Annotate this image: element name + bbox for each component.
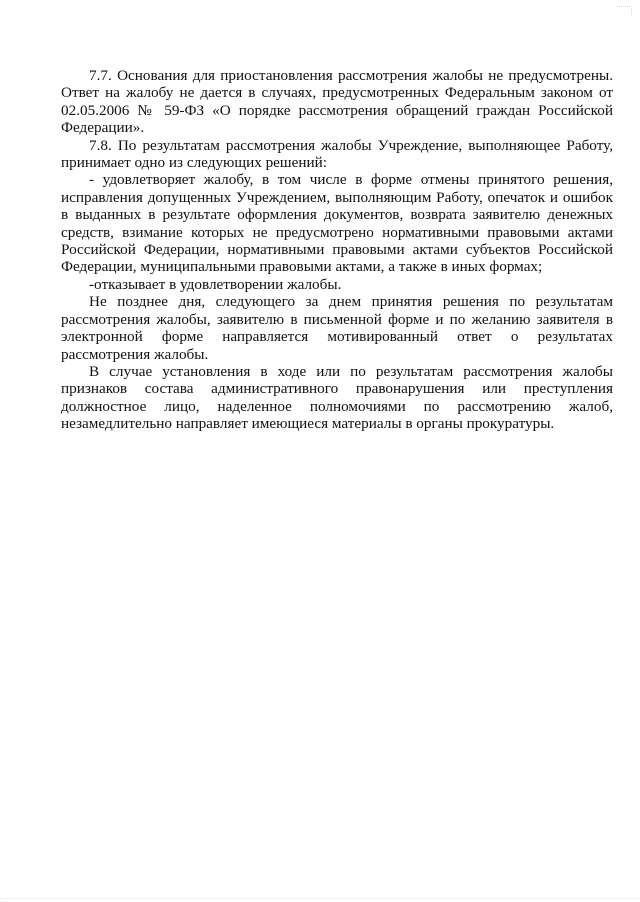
text-line: Ответ на жалобу не дается в случаях, предусмотренных Федеральным законом от xyxy=(61,84,613,102)
text-line: В случае установления в ходе или по результатам рассмотрения жалобы xyxy=(89,362,613,380)
text-line: Федерации, муниципальными правовыми актами, а также в иных формах; xyxy=(61,258,543,276)
text-line: в выданных в результате оформления документов, возврата заявителю денежных xyxy=(61,206,613,224)
paragraph-decision-refuse xyxy=(61,276,613,293)
text-line: - удовлетворяет жалобу, в том числе в форме отмены принятого решения, xyxy=(89,171,613,189)
text-line: Российской Федерации, нормативными правовыми актами субъектов Российской xyxy=(61,241,613,259)
text-line: 7.8. По результатам рассмотрения жалобы Учреждение, выполняющее Работу, xyxy=(89,136,613,154)
scan-bottom-edge xyxy=(0,898,640,900)
paragraph-7-7 xyxy=(61,67,613,137)
text-line: рассмотрения жалобы. xyxy=(61,345,209,363)
text-line: признаков состава административного правонарушения или преступления xyxy=(61,380,613,398)
text-line: Не позднее дня, следующего за днем принятия решения по результатам xyxy=(89,293,613,311)
scan-corner-mark xyxy=(617,6,632,15)
text-line: исправления допущенных Учреждением, выполняющим Работу, опечаток и ошибок xyxy=(61,188,613,206)
text-line: электронной форме направляется мотивированный ответ о результатах xyxy=(61,328,613,346)
text-line: Федерации». xyxy=(61,119,145,137)
text-line: должностное лицо, наделенное полномочиями по рассмотрению жалоб, xyxy=(61,397,613,415)
text-line: незамедлительно направляет имеющиеся материалы в органы прокуратуры. xyxy=(61,415,555,433)
text-line: -отказывает в удовлетворении жалобы. xyxy=(89,275,342,293)
text-line: 7.7. Основания для приостановления рассмотрения жалобы не предусмотрены. xyxy=(89,67,613,84)
paragraph-7-8 xyxy=(61,137,613,172)
text-line: рассмотрения жалобы, заявителю в письменной форме и по желанию заявителя в xyxy=(61,310,613,328)
paragraph-decision-satisfy xyxy=(61,171,613,275)
document-body xyxy=(61,67,613,433)
text-line: принимает одно из следующих решений: xyxy=(61,154,327,172)
paragraph-response-deadline xyxy=(61,293,613,363)
text-line: 02.05.2006 № 59-ФЗ «О порядке рассмотрения обращений граждан Российской xyxy=(61,101,613,119)
text-line: средств, взимание которых не предусмотрено нормативными правовыми актами xyxy=(61,223,613,241)
paragraph-prosecutor-referral xyxy=(61,363,613,433)
